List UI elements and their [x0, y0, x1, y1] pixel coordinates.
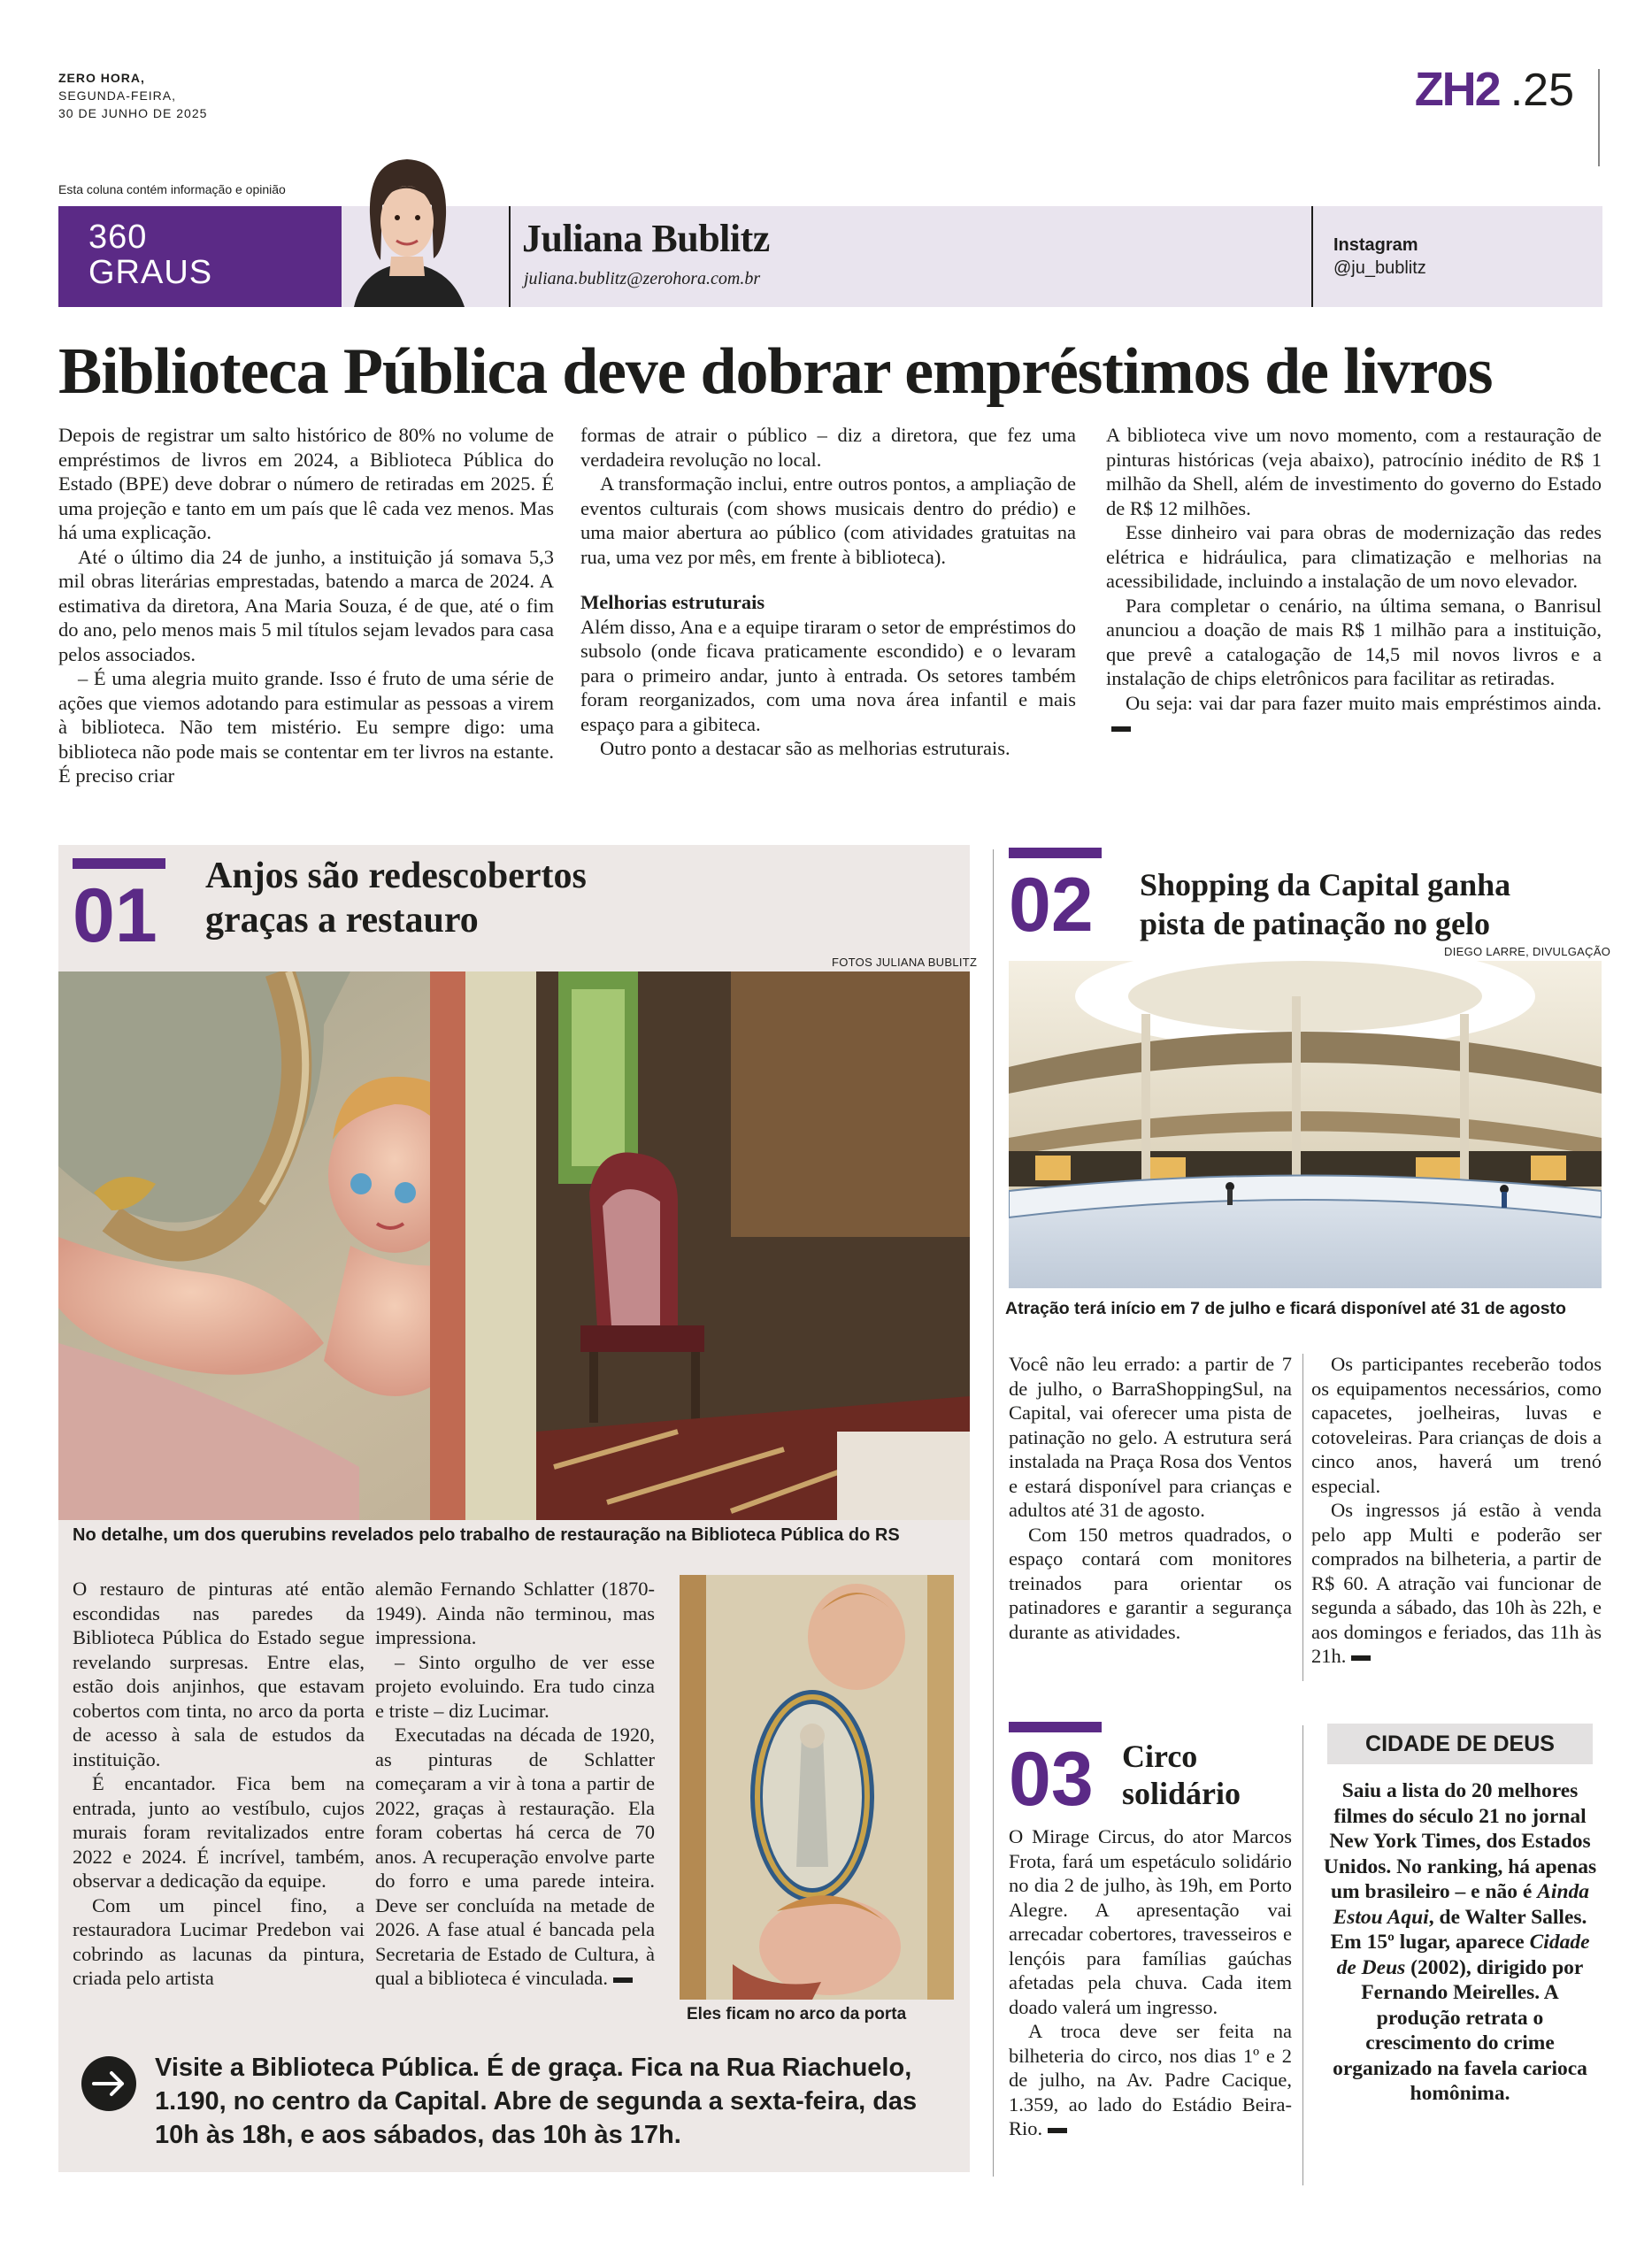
section-title-line2: pista de patinação no gelo — [1140, 906, 1491, 941]
film-title: Ainda Estou Aqui — [1333, 1880, 1590, 1929]
paragraph: A transformação inclui, entre outros pontos, a ampliação de eventos culturais (com shows musicais dentro do prédio) e uma maior abertura ao público (com atividades gratuitas na rua, uma vez por mês, em frente à biblioteca). — [580, 472, 1076, 568]
section-03-text — [1009, 1824, 1292, 2141]
cherub-photo — [58, 971, 970, 1520]
main-column-2 — [580, 423, 1076, 761]
section-bar — [1009, 848, 1102, 858]
paragraph: Para completar o cenário, na última semana, o Banrisul anunciou a doação de mais R$ 1 milhão para a instituição, que prevê a catalogação de 14,5 mil novos livros e a instalação de chips eletrônicos para facilitar as retiradas. — [1106, 594, 1602, 689]
section-number: 01 — [73, 873, 158, 958]
section-title — [1122, 1738, 1241, 1812]
photo-credit: FOTOS JULIANA BUBLITZ — [832, 956, 978, 969]
photo-caption: No detalhe, um dos querubins revelados pelo trabalho de restauração na Biblioteca Pública do RS — [73, 1525, 900, 1545]
paragraph: Até o último dia 24 de junho, a instituição já somava 5,3 mil obras literárias emprestadas, batendo a marca de 2024. A estimativa da diretora, Ana Maria Souza, é de que, até o fim do ano, pelo menos mais 5 mil títulos sejam levados para casa pelos associados. — [58, 545, 554, 665]
paragraph: Você não leu errado: a partir de 7 de julho, o BarraShoppingSul, na Capital, vai oferecer uma pista de patinação no gelo. A estrutura será instalada na Praça Rosa dos Ventos e estará disponível para crianças e adultos até 31 de agosto. — [1009, 1353, 1292, 1521]
paragraph: alemão Fernando Schlatter (1870-1949). Ainda não terminou, mas impressiona. — [375, 1578, 655, 1648]
paragraph — [1009, 2019, 1292, 2141]
paragraph: Com 150 metros quadrados, o espaço contará com monitores treinados para orientar os patinadores e garantir a segurança durante as atividades. — [1009, 1523, 1292, 1643]
zh2-logo: ZH2 — [1414, 63, 1500, 116]
paragraph-text: Ou seja: vai dar para fazer muito mais empréstimos ainda. — [1126, 691, 1602, 714]
section-title — [205, 854, 587, 942]
arrow-right-icon — [80, 2054, 138, 2113]
sidebar-text-part: , de Walter Salles. Em 15º lugar, aparece — [1330, 1905, 1587, 1954]
paragraph: – É uma alegria muito grande. Isso é fruto de uma série de ações que viemos adotando para estimular as pessoas a virem à biblioteca. Não tem mistério. Eu sempre digo: uma biblioteca não pode mais se contentar em ter livros na estante. É preciso criar — [58, 667, 554, 787]
column-rule — [1302, 1725, 1303, 2185]
end-mark — [1351, 1655, 1371, 1661]
paragraph: formas de atrair o público – diz a diretora, que fez uma verdadeira revolução no local. — [580, 424, 1076, 471]
column-note: Esta coluna contém informação e opinião — [58, 182, 286, 196]
photo-credit: DIEGO LARRE, DIVULGAÇÃO — [1444, 945, 1611, 958]
ice-rink-photo — [1009, 961, 1602, 1288]
end-mark — [613, 1977, 633, 1983]
main-column-3 — [1106, 423, 1602, 740]
section-02-column-2 — [1311, 1352, 1602, 1669]
masthead-dateline — [58, 69, 207, 122]
sidebar-title: CIDADE DE DEUS — [1327, 1724, 1593, 1764]
section-title-line2: solidário — [1122, 1776, 1241, 1811]
sidebar-text — [1323, 1778, 1597, 2107]
arch-photo — [680, 1575, 954, 2000]
band-divider — [1311, 206, 1313, 307]
masthead-rule — [1598, 69, 1600, 166]
main-column-1 — [58, 423, 554, 788]
paragraph: A biblioteca vive um novo momento, com a restauração de pinturas históricas (veja abaixo), patrocínio inédito de R$ 1 milhão da Shell, além de investimento do governo do Estado de R$ 12 milhões. — [1106, 424, 1602, 519]
paragraph: Esse dinheiro vai para obras de modernização das redes elétrica e hidráulica, para climatização e melhorias na acessibilidade, incluindo a instalação de um novo elevador. — [1106, 521, 1602, 592]
column-rule — [993, 849, 994, 2177]
paragraph: O restauro de pinturas até então escondidas nas paredes da Biblioteca Pública do Estado segue revelando surpresas. Entre elas, estão dois anjinhos, que estavam cobertos com tinta, no arco da porta de acesso à sala de estudos da instituição. — [73, 1578, 365, 1770]
subheading: Melhorias estruturais — [580, 591, 765, 613]
paragraph: Os participantes receberão todos os equipamentos necessários, como capacetes, joelheiras, luvas e cotoveleiras. Para crianças de dois a cinco anos, haverá um trenó especial. — [1311, 1353, 1602, 1497]
author-email[interactable]: juliana.bublitz@zerohora.com.br — [524, 269, 761, 288]
newspaper-name: ZERO HORA, — [58, 71, 145, 85]
paragraph — [1311, 1498, 1602, 1669]
paragraph: O Mirage Circus, do ator Marcos Frota, fará um espetáculo solidário no dia 2 de julho, às 19h, em Porto Alegre. A apresentação vai arrecadar cobertores, travesseiros e lençóis para famílias gaúchas afetadas pela chuva. Cada item doado valerá um ingresso. — [1009, 1825, 1292, 2018]
photo-caption: Atração terá início em 7 de julho e ficará disponível até 31 de agosto — [1005, 1299, 1566, 1318]
column-name — [88, 219, 212, 290]
section-title-line2: graças a restauro — [205, 900, 479, 941]
paragraph: Além disso, Ana e a equipe tiraram o setor de empréstimos do subsolo (onde ficava praticamente escondido) e o levaram para o primeiro andar, junto à entrada. Os setores também foram reorganizados, com uma nova área infantil e mais espaço para a gibiteca. — [580, 615, 1076, 735]
author-portrait — [336, 152, 478, 307]
paragraph-text: Os ingressos já estão à venda pelo app Multi e poderão ser comprados na bilheteria, a partir de R$ 60. A atração vai funcionar de segunda a sábado, das 10h às 22h, e aos domingos e feriados, das 11h às 21h. — [1311, 1499, 1602, 1667]
sidebar-text-part: Saiu a lista do 20 melhores filmes do século 21 no jornal New York Times, dos Estados Unidos. No ranking, há apenas um brasileiro – e não é — [1323, 1779, 1597, 1903]
paragraph: Outro ponto a destacar são as melhorias estruturais. — [600, 737, 1010, 759]
section-01-column-1 — [73, 1577, 365, 1991]
paragraph: Depois de registrar um salto histórico de 80% no volume de empréstimos de livros em 2024, a Biblioteca Pública do Estado (BPE) deve dobrar o número de retiradas em 2025. É uma projeção e tanto em um país que lê cada vez menos. Mas há uma explicação. — [58, 424, 554, 543]
paragraph-text: A troca deve ser feita na bilheteria do circo, nos dias 1º e 2 de julho, na Av. Padre Cacique, 1.359, ao lado do Estádio Beira-Rio. — [1009, 2020, 1292, 2139]
page-number: .25 — [1510, 65, 1574, 116]
paragraph-text: Executadas na década de 1920, as pinturas de Schlatter começaram a vir à tona a partir de 2022, graças à restauração. Ela foram cobertas há cerca de 70 anos. A recuperação envolve parte do forro e uma parede inteira. Deve ser concluída na metade de 2026. A fase atual é bancada pela Secretaria de Estado de Cultura, à qual a biblioteca é vinculada. — [375, 1724, 655, 1989]
section-title-line1: Anjos são redescobertos — [205, 856, 587, 896]
section-bar — [1009, 1722, 1102, 1732]
section-title — [1140, 865, 1510, 943]
column-name-line2: GRAUS — [88, 254, 213, 291]
sidebar-text-part: (2002), dirigido por Fernando Meirelles. A produção retrata o crescimento do crime organizado na favela carioca homônima. — [1333, 1955, 1587, 2105]
author-name: Juliana Bublitz — [522, 217, 770, 260]
end-mark — [1111, 726, 1131, 732]
paragraph: Com um pincel fino, a restauradora Lucimar Predebon vai cobrindo as lacunas da pintura, criada pelo artista — [73, 1893, 365, 1989]
visit-info: Visite a Biblioteca Pública. É de graça. Fica na Rua Riachuelo, 1.190, no centro da Capital. Abre de segunda a sexta-feira, das 10h às 18h, e aos sábados, das 10h às 17h. — [155, 2054, 918, 2149]
paragraph — [1106, 691, 1602, 740]
paragraph: – Sinto orgulho de ver esse projeto evoluindo. Era tudo cinza e triste – diz Lucimar. — [375, 1650, 655, 1722]
section-02-column-1 — [1009, 1352, 1292, 1644]
end-mark — [1048, 2128, 1067, 2133]
section-number: 02 — [1009, 863, 1094, 948]
column-rule — [1302, 1354, 1303, 1681]
section-number: 03 — [1009, 1737, 1094, 1822]
section-bar — [73, 858, 165, 869]
section-01-column-2 — [375, 1577, 655, 1991]
arch-caption: Eles ficam no arco da porta — [687, 2005, 907, 2023]
section-brand — [1415, 62, 1574, 117]
weekday: SEGUNDA-FEIRA, — [58, 88, 177, 103]
section-title-line1: Shopping da Capital ganha — [1140, 867, 1511, 902]
film-title: Cidade de Deus — [1336, 1931, 1590, 1979]
band-divider — [509, 206, 511, 307]
paragraph — [375, 1723, 655, 1991]
column-name-line1: 360 — [88, 219, 148, 256]
social-label: Instagram — [1333, 235, 1418, 255]
paragraph: É encantador. Fica bem na entrada, junto ao vestíbulo, cujos murais foram revitalizados entre 2022 e 2024. É incrível, também, observar a dedicação da equipe. — [73, 1772, 365, 1892]
issue-date: 30 DE JUNHO DE 2025 — [58, 106, 208, 120]
main-headline: Biblioteca Pública deve dobrar empréstimos de livros — [58, 335, 1493, 408]
social-handle[interactable]: @ju_bublitz — [1333, 258, 1426, 278]
section-title-line1: Circo — [1122, 1739, 1198, 1774]
